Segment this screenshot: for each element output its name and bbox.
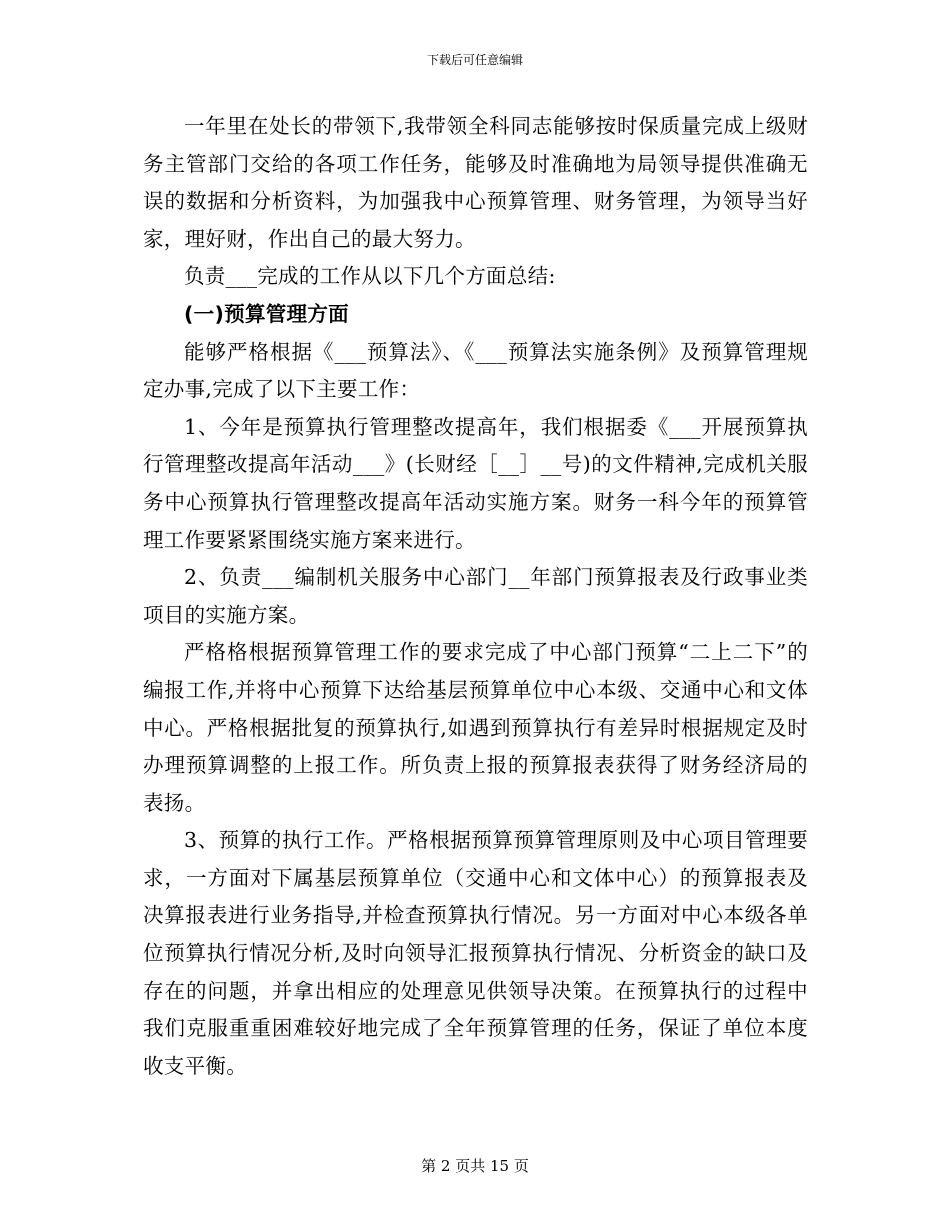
paragraph-item-1: 1、今年是预算执行管理整改提高年，我们根据委《___开展预算执行管理整改提高年活动___》(长财经［__］__号)的文件精神,完成机关服务中心预算执行管理整改提高年活动实施方案。财务一科今年的预算管理工作要紧紧围绕实施方案来进行。 [143, 414, 808, 552]
page-header: 下载后可任意编辑 [426, 53, 523, 67]
paragraph-intro: 一年里在处长的带领下,我带领全科同志能够按时保质量完成上级财务主管部门交给的各项工作任务，能够及时准确地为局领导提供准确无误的数据和分析资料，为加强我中心预算管理、财务管理，为领导当好家，理好财，作出自己的最大努力。 [143, 114, 808, 251]
paragraph-budget-law: 能够严格根据《___预算法》、《___预算法实施条例》及预算管理规定办事,完成了以下主要工作： [143, 339, 808, 402]
paragraph-summary-lead: 负责___完成的工作从以下几个方面总结: [184, 264, 556, 289]
paragraph-budget-compilation: 严格格根据预算管理工作的要求完成了中心部门预算“二上二下”的编报工作,并将中心预算下达给基层预算单位中心本级、交通中心和文体中心。严格根据批复的预算执行,如遇到预算执行有差异时根据规定及时办理预算调整的上报工作。所负责上报的预算报表获得了财务经济局的表扬。 [143, 640, 808, 815]
paragraph-item-3: 3、预算的执行工作。严格根据预算预算管理原则及中心项目管理要求，一方面对下属基层预算单位（交通中心和文体中心）的预算报表及决算报表进行业务指导,并检查预算执行情况。另一方面对中心本级各单位预算执行情况分析,及时向领导汇报预算执行情况、分析资金的缺口及存在的问题，并拿出相应的处理意见供领导决策。在预算执行的过程中我们克服重重困难较好地完成了全年预算管理的任务，保证了单位本度收支平衡。 [143, 828, 808, 1078]
document-body [143, 108, 808, 1085]
paragraph-item-2: 2、负责___编制机关服务中心部门__年部门预算报表及行政事业类项目的实施方案。 [143, 565, 808, 627]
page-footer: 第 2 页共 15 页 [421, 1157, 529, 1175]
section-heading-budget: (一)预算管理方面 [184, 301, 349, 326]
